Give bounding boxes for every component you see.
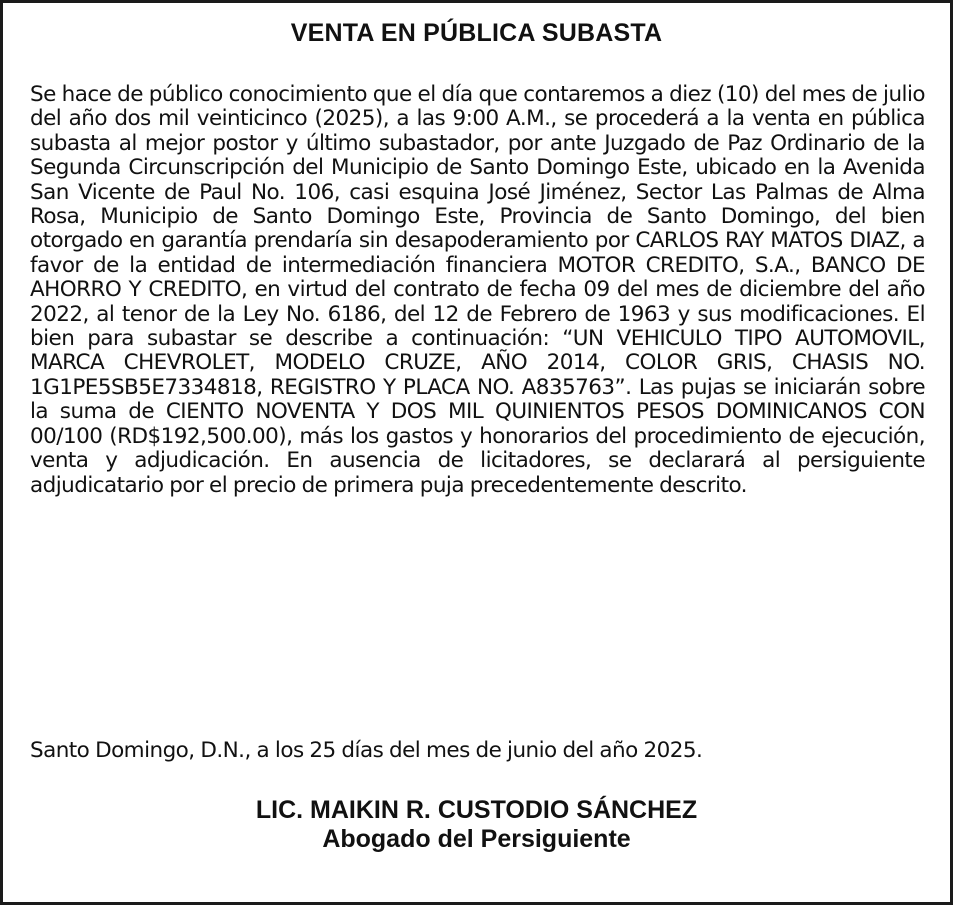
notice-title: VENTA EN PÚBLICA SUBASTA (290, 19, 663, 47)
signature-role: Abogado del Persiguiente (322, 825, 631, 853)
notice-body: Se hace de público conocimiento que el día que contaremos a diez (10) del mes de julio del año dos mil veinticinco (2025), a las 9:00 A.M., se procederá a la venta en pública subasta al mejor postor y último subastador, por ante Juzgado de Paz Ordinario de la Segunda Circunscripción del Municipio de Santo Domingo Este, ubicado en la Avenida San Vicente de Paul No. 106, casi esquina José Jiménez, Sector Las Palmas de Alma Rosa, Municipio de Santo Domingo Este, Provincia de Santo Domingo, del bien otorgado en garantía prendaría sin desapoderamiento por CARLOS RAY MATOS DIAZ, a favor de la entidad de intermediación financiera MOTOR CREDITO, S.A., BANCO DE AHORRO Y CREDITO, en virtud del contrato de fecha 09 del mes de diciembre del año 2022, al tenor de la Ley No. 6186, del 12 de Febrero de 1963 y sus modificaciones. El bien para subastar se describe a continuación: “UN VEHICULO TIPO AUTOMOVIL, MARCA CHEVROLET, MODELO CRUZE, AÑO 2014, COLOR GRIS, CHASIS NO. 1G1PE5SB5E7334818, REGISTRO Y PLACA NO. A835763”. Las pujas se iniciarán sobre la suma de CIENTO NOVENTA Y DOS MIL QUINIENTOS PESOS DOMINICANOS CON 00/100 (RD$192,500.00), más los gastos y honorarios del procedimiento de ejecución, venta y adjudicación. En ausencia de licitadores, se declarará al persiguiente adjudicatario por el precio de primera puja precedentemente descrito. (30, 82, 925, 498)
signature-block (3, 796, 950, 854)
notice-date-line: Santo Domingo, D.N., a los 25 días del mes de junio del año 2025. (30, 738, 703, 763)
signature-name: LIC. MAIKIN R. CUSTODIO SÁNCHEZ (255, 796, 698, 824)
